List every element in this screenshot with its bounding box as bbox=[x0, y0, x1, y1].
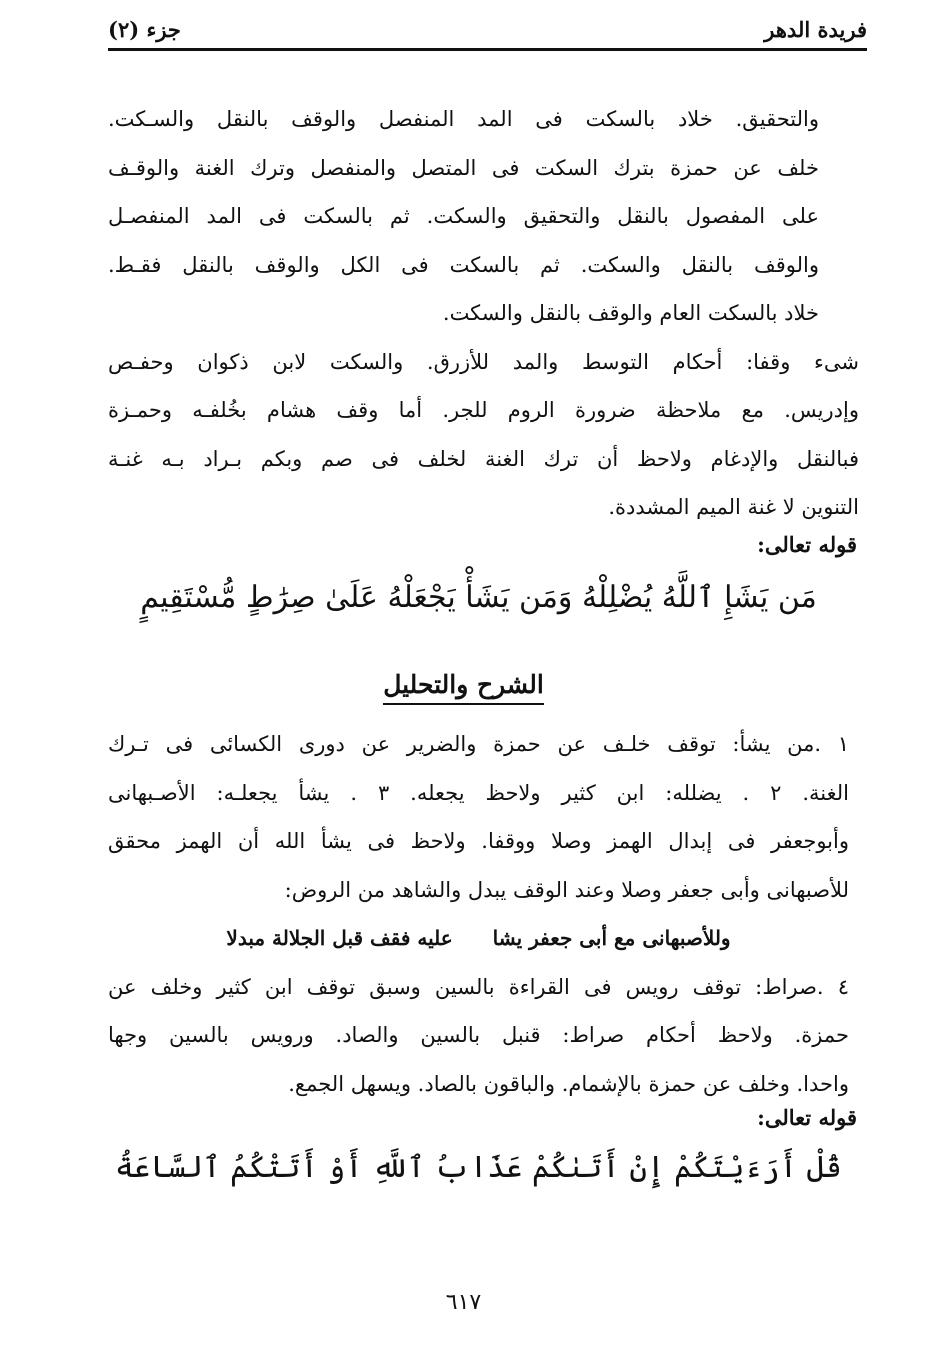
commentary-line: حمزة. ولاحظ أحكام صراط: قنبل بالسين والصاد. ورويس بالسين وجها bbox=[108, 1023, 849, 1047]
qawl-label: قوله تعالى: bbox=[757, 532, 857, 557]
text-line: والوقف بالنقل والسكت. ثم بالسكت فى الكل والوقف بالنقل فقـط. bbox=[108, 252, 819, 277]
commentary-line: ٤ .صراط: توقف رويس فى القراءة بالسين وسبق توقف ابن كثير وخلف عن bbox=[108, 974, 849, 999]
paragraph-1 bbox=[108, 95, 819, 338]
commentary-line: للأصبهانى وأبى جعفر وصلا وعند الوقف يبدل والشاهد من الروض: bbox=[284, 877, 849, 902]
page-number: ٦١٧ bbox=[445, 1290, 482, 1315]
text-line: وإدريس. مع ملاحظة ضرورة الروم للجر. أما وقف هشام بخُلفـه وحمـزة bbox=[108, 398, 859, 422]
text-block-1 bbox=[108, 95, 859, 532]
poem-hemistich-right: وللأصبهانى مع أبى جعفر يشا bbox=[492, 926, 731, 950]
text-line: على المفصول بالنقل والتحقيق والسكت. ثم بالسكت فى المد المنفصـل bbox=[108, 204, 819, 228]
commentary-line: واحدا. وخلف عن حمزة بالإشمام. والباقون بالصاد. ويسهل الجمع. bbox=[288, 1071, 849, 1096]
section-title-text: الشرح والتحليل bbox=[383, 670, 544, 705]
running-header bbox=[108, 10, 867, 51]
paragraph-2 bbox=[108, 338, 859, 532]
text-line: خلاد بالسكت العام والوقف بالنقل والسكت. bbox=[442, 301, 819, 325]
text-line: التنوين لا غنة الميم المشددة. bbox=[608, 495, 859, 519]
text-block-2 bbox=[108, 720, 849, 1108]
quran-verse: مَن يَشَإِ ٱللَّهُ يُضْلِلْهُ وَمَن يَشَأْ يَجْعَلْهُ عَلَىٰ صِرَٰطٍ مُّسْتَقِيمٍ bbox=[140, 580, 817, 615]
text-line: خلف عن حمزة بترك السكت فى المتصل والمنفصل وترك الغنة والوقـف bbox=[108, 155, 819, 180]
volume-label: جزء (٢) bbox=[108, 16, 181, 42]
text-line: فبالنقل والإدغام ولاحظ أن ترك الغنة لخلف فى صم وبكم بـراد بـه غنـة bbox=[108, 446, 859, 471]
quran-verse: قُلْ أَرَءَيْتَكُمْ إِنْ أَتَىٰكُمْ عَذَابُ ٱللَّهِ أَوْ أَتَتْكُمُ ٱلسَّاعَةُ bbox=[115, 1150, 842, 1185]
commentary-line: وأبوجعفر فى إبدال الهمز وصلا ووقفا. ولاحظ فى يشأ الله أن الهمز محقق bbox=[108, 829, 849, 853]
commentary-line: الغنة. ٢ . يضلله: ابن كثير ولاحظ يجعله. ٣ . يشأ يجعلـه: الأصـبهانى bbox=[108, 780, 849, 805]
text-line: والتحقيق. خلاد بالسكت فى المد المنفصل والوقف بالنقل والسـكت. bbox=[108, 107, 819, 131]
poem-hemistich-left: عليه فقف قبل الجلالة مبدلا bbox=[226, 926, 453, 950]
commentary-line: ١ .من يشأ: توقف خلـف عن حمزة والضرير عن دورى الكسائى فى تـرك bbox=[108, 732, 849, 756]
section-title bbox=[0, 670, 927, 699]
text-line: شىء وقفا: أحكام التوسط والمد للأزرق. والسكت لابن ذكوان وحفـص bbox=[108, 349, 859, 374]
qawl-label: قوله تعالى: bbox=[757, 1105, 857, 1130]
poem-verse bbox=[108, 914, 849, 963]
book-title: فريدة الدهر bbox=[764, 16, 867, 42]
